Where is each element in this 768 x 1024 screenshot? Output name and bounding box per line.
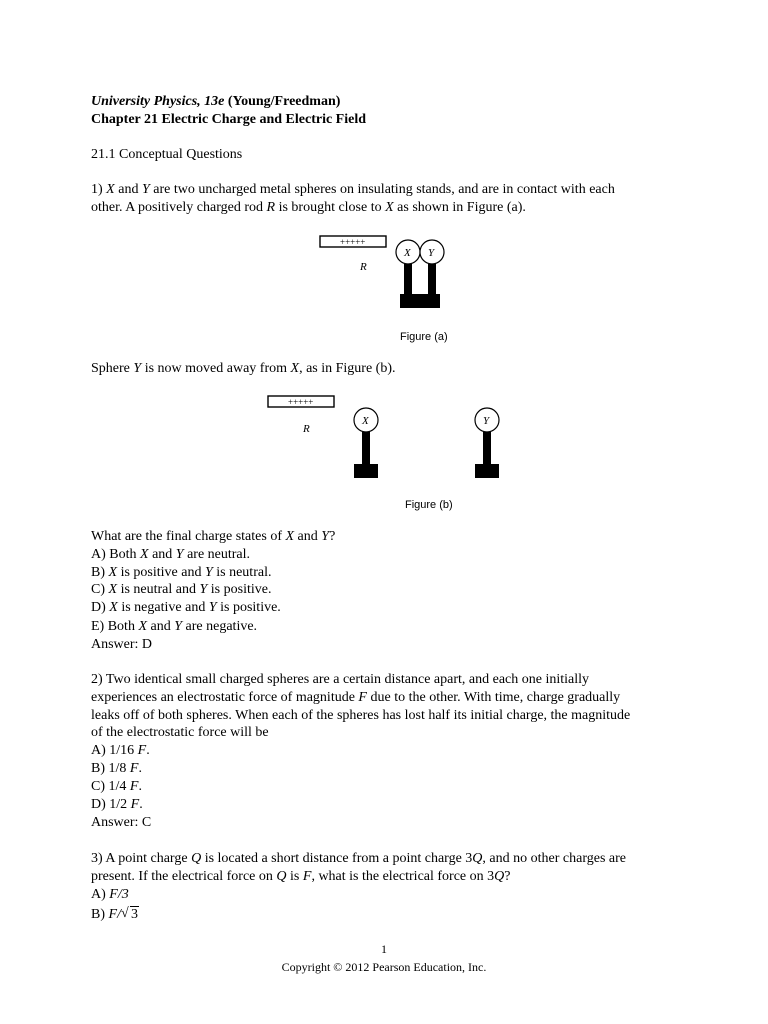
q1-mid-text: Sphere Y is now moved away from X, as in Figure (b). [91, 361, 396, 376]
sqrt-symbol: √ [120, 906, 129, 921]
rod-label: R [360, 261, 367, 273]
book-authors: (Young/Freedman) [224, 94, 341, 109]
q2-line1: 2) Two identical small charged spheres are a certain distance apart, and each one initially [91, 672, 590, 687]
q2-line4: of the electrostatic force will be [91, 725, 269, 740]
q3-option-a: A) F/3 [91, 887, 129, 902]
stand-x-base [354, 464, 378, 478]
rod-charges: +++++ [288, 397, 314, 407]
q1-line2: other. A positively charged rod R is brought close to X as shown in Figure (a). [91, 200, 526, 215]
q1-option-d: D) X is negative and Y is positive. [91, 600, 281, 615]
figure-b [265, 392, 515, 514]
q2-answer: Answer: C [91, 815, 152, 830]
chapter-title: Chapter 21 Electric Charge and Electric Field [91, 112, 367, 127]
sphere-x-label: X [404, 247, 411, 259]
q3-option-b: B) F/ √ 3 [91, 906, 138, 922]
section-title: 21.1 Conceptual Questions [91, 147, 243, 162]
sqrt-radicand: 3 [130, 907, 138, 922]
q2-option-c: C) 1/4 F. [91, 779, 142, 794]
book-title: University Physics, 13e [91, 94, 225, 109]
q1-option-a: A) Both X and Y are neutral. [91, 547, 251, 562]
sqrt-expression [121, 906, 139, 924]
q3-line2: present. If the electrical force on Q is F, what is the electrical force on 3Q? [91, 869, 511, 884]
q2-line3: leaks off of both spheres. When each of the spheres has lost half its initial charge, the magnitude [91, 708, 631, 723]
rod-label: R [303, 423, 310, 435]
q1-option-c: C) X is neutral and Y is positive. [91, 582, 272, 597]
q2-option-a: A) 1/16 F. [91, 743, 150, 758]
book-header [91, 93, 340, 111]
q1-option-e: E) Both X and Y are negative. [91, 619, 258, 634]
page-number: 1 [381, 942, 387, 956]
stand-y-base [475, 464, 499, 478]
q1-question: What are the final charge states of X and Y? [91, 529, 336, 544]
figure-a-caption: Figure (a) [400, 331, 448, 343]
sphere-y-label: Y [428, 247, 435, 259]
sphere-x-label: X [362, 415, 369, 427]
copyright: Copyright © 2012 Pearson Education, Inc. [281, 960, 487, 974]
figure-a [318, 228, 458, 348]
q3-line1: 3) A point charge Q is located a short distance from a point charge 3Q, and no other charges are [91, 851, 626, 866]
q2-option-d: D) 1/2 F. [91, 797, 143, 812]
q1-option-b: B) X is positive and Y is neutral. [91, 565, 272, 580]
q2-option-b: B) 1/8 F. [91, 761, 142, 776]
figure-b-caption: Figure (b) [405, 499, 453, 511]
q1-line1: 1) X and Y are two uncharged metal spheres on insulating stands, and are in contact with each [91, 182, 615, 197]
stand-bases [400, 294, 440, 308]
q1-answer: Answer: D [91, 637, 153, 652]
sphere-y-label: Y [483, 415, 490, 427]
q2-line2: experiences an electrostatic force of magnitude F due to the other. With time, charge gradually [91, 690, 621, 705]
rod-charges: +++++ [340, 237, 366, 247]
